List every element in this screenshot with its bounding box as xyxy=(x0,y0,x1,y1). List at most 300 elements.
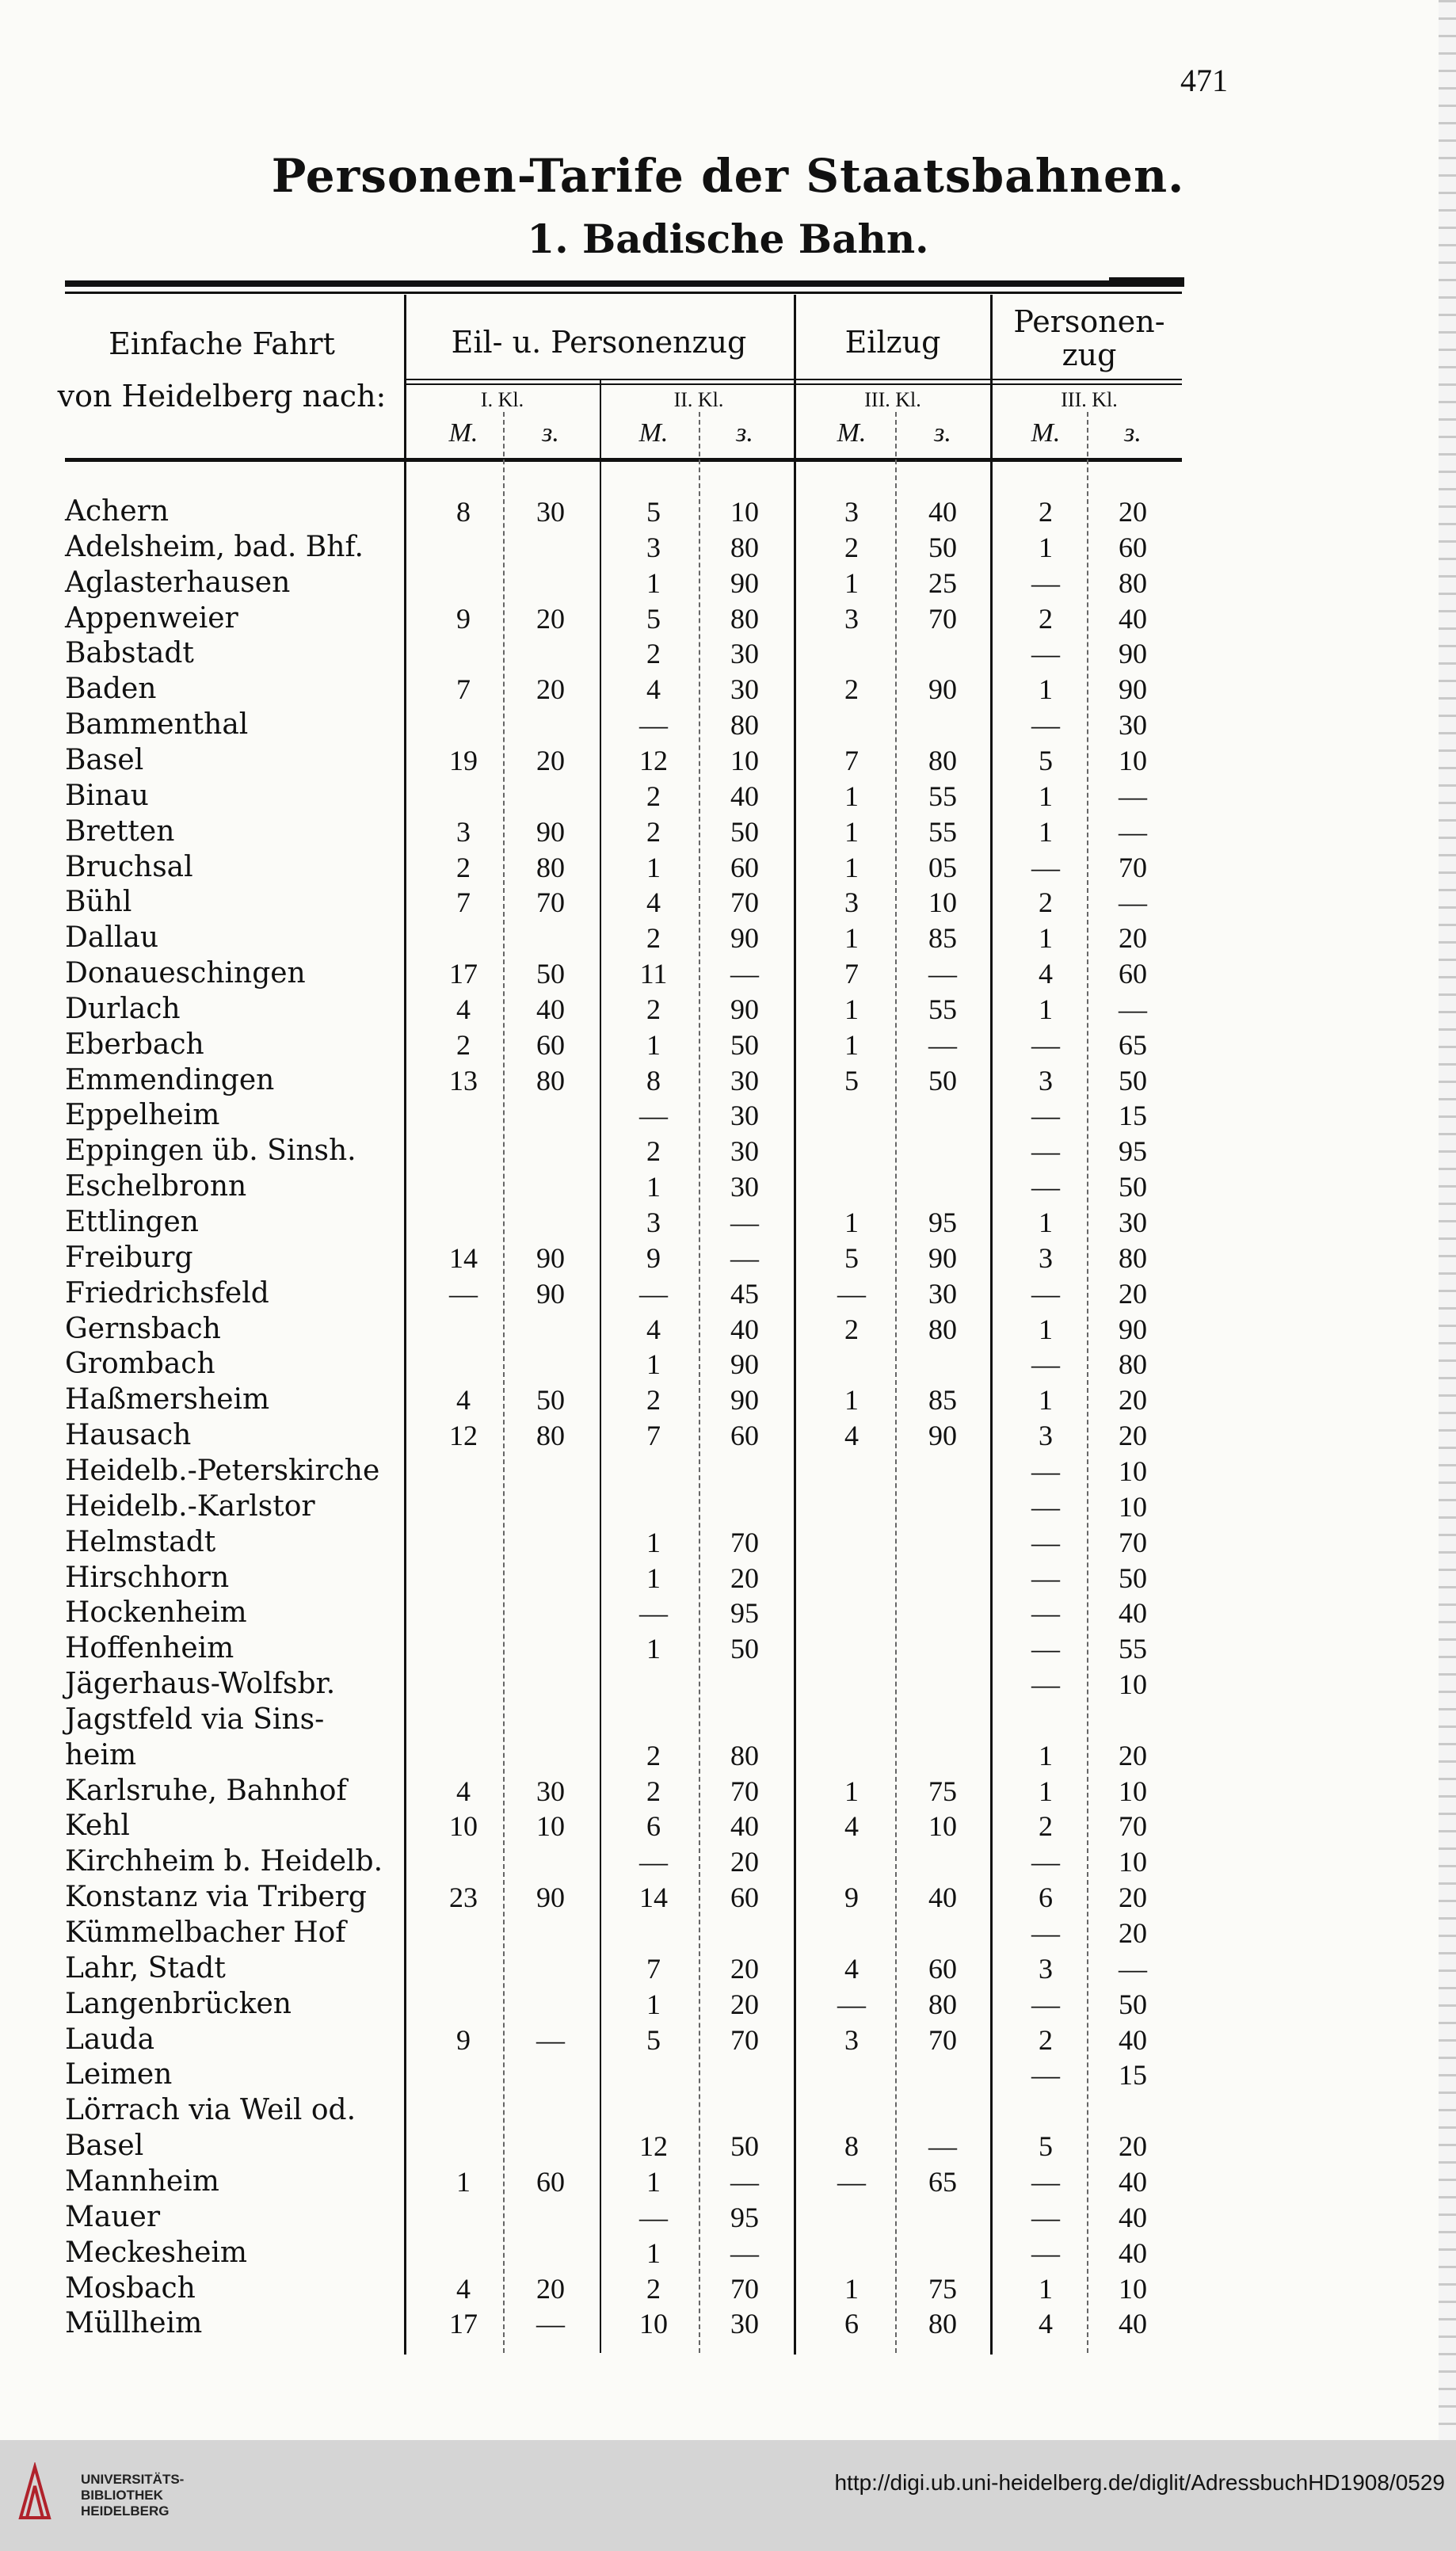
fare-cell: 1 xyxy=(646,1348,661,1381)
fare-cell: 30 xyxy=(536,496,565,528)
destination-name: Jagstfeld via Sins- xyxy=(65,1703,325,1736)
fare-cell: 3 xyxy=(844,496,859,528)
fare-cell: 23 xyxy=(449,1882,478,1914)
fare-cell: 2 xyxy=(1039,602,1053,635)
fare-cell: 3 xyxy=(844,2023,859,2056)
destination-name: Binau xyxy=(65,779,149,812)
fare-cell: 90 xyxy=(730,1384,759,1417)
fare-cell: 10 xyxy=(639,2308,668,2340)
destination-name: Haßmersheim xyxy=(65,1383,270,1417)
destination-name: Donaueschingen xyxy=(65,957,306,990)
table-row xyxy=(0,2307,1456,2343)
fare-cell: 60 xyxy=(1119,531,1147,563)
header-group-personenzug-line2: zug xyxy=(1062,337,1117,372)
destination-name: Hoffenheim xyxy=(65,1632,234,1665)
fare-cell: 90 xyxy=(730,1348,759,1381)
destination-name: Bruchsal xyxy=(65,850,193,883)
fare-cell: — xyxy=(837,1277,866,1310)
fare-cell: 55 xyxy=(928,993,957,1025)
destination-name: Basel xyxy=(65,2130,144,2163)
table-row xyxy=(0,1348,1456,1383)
fare-cell: 12 xyxy=(449,1420,478,1452)
table-row xyxy=(0,993,1456,1028)
fare-cell: 85 xyxy=(928,922,957,955)
fare-cell: — xyxy=(639,1846,668,1878)
fare-cell: 30 xyxy=(730,638,759,670)
fare-cell: — xyxy=(639,1277,668,1310)
fare-cell: 40 xyxy=(536,993,565,1025)
fare-cell: 50 xyxy=(1119,1561,1147,1594)
fare-cell: 75 xyxy=(928,2272,957,2305)
unit-pf-2: ɜ. xyxy=(736,418,753,448)
table-row xyxy=(0,1988,1456,2023)
fare-cell: 05 xyxy=(928,851,957,883)
fare-cell: — xyxy=(1031,2165,1060,2198)
table-row xyxy=(0,1703,1456,1739)
fare-cell: 1 xyxy=(1039,673,1053,706)
fare-cell: 40 xyxy=(928,1882,957,1914)
destination-name: Appenweier xyxy=(65,601,238,635)
destination-name: Achern xyxy=(65,495,170,528)
fare-cell: 50 xyxy=(536,958,565,990)
fare-cell: — xyxy=(1031,1135,1060,1168)
fare-cell: — xyxy=(1031,709,1060,742)
destination-name: Lörrach via Weil od. xyxy=(65,2094,356,2127)
fare-cell: — xyxy=(1119,815,1147,848)
fare-cell: 30 xyxy=(730,673,759,706)
destination-name: Helmstadt xyxy=(65,1525,216,1558)
fare-cell: 10 xyxy=(1119,1846,1147,1878)
destination-name: Dallau xyxy=(65,921,159,955)
unit-pf-4: ɜ. xyxy=(1124,418,1142,448)
destination-name: Jägerhaus-Wolfsbr. xyxy=(65,1668,336,1701)
fare-cell: 50 xyxy=(730,2130,759,2163)
fare-cell: 40 xyxy=(1119,2023,1147,2056)
fare-cell: 60 xyxy=(928,1952,957,1985)
fare-cell: 90 xyxy=(928,673,957,706)
table-row xyxy=(0,708,1456,744)
table-row xyxy=(0,1739,1456,1775)
fare-cell: 1 xyxy=(844,851,859,883)
class-3-personenzug-label: III. Kl. xyxy=(1061,388,1118,411)
fare-cell: 1 xyxy=(646,566,661,599)
fare-cell: 4 xyxy=(1039,958,1053,990)
library-logo-icon xyxy=(17,2462,52,2526)
fare-cell: 8 xyxy=(456,496,471,528)
class-3-eilzug-label: III. Kl. xyxy=(864,388,921,411)
table-row xyxy=(0,1134,1456,1170)
fare-cell: 20 xyxy=(536,2272,565,2305)
fare-cell: — xyxy=(1119,1952,1147,1985)
table-row xyxy=(0,602,1456,638)
fare-cell: 70 xyxy=(928,2023,957,2056)
fare-cell: 10 xyxy=(928,1810,957,1843)
class-1-label: I. Kl. xyxy=(480,388,524,411)
top-thick-rule xyxy=(65,280,1182,287)
fare-cell: 30 xyxy=(1119,1207,1147,1238)
fare-cell: 40 xyxy=(730,1810,759,1843)
table-row xyxy=(0,744,1456,780)
fare-cell: — xyxy=(449,1277,478,1310)
library-name-line2: BIBLIOTHEK xyxy=(81,2488,163,2503)
destination-name: Ettlingen xyxy=(65,1206,199,1238)
fare-cell: 20 xyxy=(1119,922,1147,955)
fare-cell: 70 xyxy=(1119,1526,1147,1558)
fare-cell: 1 xyxy=(646,1028,661,1061)
fare-cell: — xyxy=(1031,2236,1060,2269)
unit-mark-1: M. xyxy=(448,418,478,448)
fare-cell: 90 xyxy=(1119,673,1147,706)
fare-cell: 7 xyxy=(646,1420,661,1452)
fare-cell: 80 xyxy=(1119,1348,1147,1381)
destination-name: Durlach xyxy=(65,992,181,1025)
fare-cell: 50 xyxy=(928,531,957,563)
fare-cell: 60 xyxy=(536,2165,565,2198)
fare-cell: — xyxy=(1031,1348,1060,1381)
table-row xyxy=(0,531,1456,566)
fare-cell: — xyxy=(730,958,759,990)
fare-cell: 50 xyxy=(730,1028,759,1061)
fare-cell: — xyxy=(1031,1846,1060,1878)
fare-cell: 2 xyxy=(646,1775,661,1807)
fare-cell: 10 xyxy=(1119,2272,1147,2305)
fare-cell: 2 xyxy=(456,851,471,883)
fare-cell: 2 xyxy=(1039,1810,1053,1843)
fare-cell: — xyxy=(928,2130,957,2163)
fare-cell: 2 xyxy=(646,815,661,848)
fare-cell: 80 xyxy=(536,851,565,883)
fare-cell: 17 xyxy=(449,958,478,990)
fare-cell: 7 xyxy=(844,744,859,776)
destination-name: Friedrichsfeld xyxy=(65,1276,269,1310)
fare-cell: 5 xyxy=(844,1064,859,1096)
fare-cell: 10 xyxy=(536,1810,565,1843)
unit-mark-3: M. xyxy=(837,418,867,448)
fare-cell: 10 xyxy=(1119,1490,1147,1523)
fare-cell: 85 xyxy=(928,1384,957,1417)
fare-cell: 1 xyxy=(646,2236,661,2269)
fare-cell: 12 xyxy=(639,2130,668,2163)
fare-cell: 3 xyxy=(844,602,859,635)
fare-cell: 1 xyxy=(646,1171,661,1203)
fare-cell: 70 xyxy=(1119,1810,1147,1843)
fare-cell: 5 xyxy=(646,496,661,528)
fare-cell: 2 xyxy=(1039,2023,1053,2056)
fare-cell: 95 xyxy=(730,1597,759,1630)
page-number: 471 xyxy=(1180,63,1228,98)
header-group-eilzug: Eilzug xyxy=(844,325,941,360)
fare-cell: 40 xyxy=(730,1313,759,1345)
fare-cell: 20 xyxy=(1119,1739,1147,1771)
table-row xyxy=(0,1277,1456,1313)
destination-name: Heidelb.-Peterskirche xyxy=(65,1454,380,1487)
fare-cell: 80 xyxy=(1119,566,1147,599)
fare-cell: 20 xyxy=(536,744,565,776)
header-label-line2: von Heidelberg nach: xyxy=(57,379,387,414)
table-row xyxy=(0,1916,1456,1952)
fare-cell: 12 xyxy=(639,744,668,776)
fare-cell: 4 xyxy=(844,1420,859,1452)
table-row xyxy=(0,495,1456,531)
fare-cell: 3 xyxy=(1039,1064,1053,1096)
fare-cell: 50 xyxy=(1119,1171,1147,1203)
fare-cell: 90 xyxy=(730,993,759,1025)
fare-cell: 1 xyxy=(844,566,859,599)
library-name-line3: HEIDELBERG xyxy=(81,2503,170,2519)
table-row xyxy=(0,1455,1456,1490)
fare-cell: 70 xyxy=(928,602,957,635)
fare-cell: 20 xyxy=(1119,2130,1147,2163)
fare-cell: 2 xyxy=(844,531,859,563)
fare-cell: 40 xyxy=(1119,2165,1147,2198)
table-row xyxy=(0,1596,1456,1632)
fare-cell: 80 xyxy=(928,1313,957,1345)
fare-cell: 4 xyxy=(646,887,661,919)
table-row xyxy=(0,1668,1456,1703)
fare-cell: 7 xyxy=(844,958,859,990)
destination-name: Meckesheim xyxy=(65,2236,248,2269)
fare-cell: 3 xyxy=(456,815,471,848)
fare-cell: 2 xyxy=(844,673,859,706)
fare-cell: 50 xyxy=(1119,1064,1147,1096)
fare-cell: 1 xyxy=(844,2272,859,2305)
destination-name: Konstanz via Triberg xyxy=(65,1881,367,1914)
table-row xyxy=(0,2058,1456,2094)
fare-cell: 17 xyxy=(449,2308,478,2340)
fare-cell: 55 xyxy=(928,815,957,848)
fare-cell: 40 xyxy=(1119,2201,1147,2233)
fare-cell: 13 xyxy=(449,1064,478,1096)
fare-cell: 30 xyxy=(730,2308,759,2340)
fare-cell: 1 xyxy=(1039,1384,1053,1417)
unit-pf-1: ɜ. xyxy=(542,418,559,448)
fare-cell: 1 xyxy=(1039,815,1053,848)
table-row xyxy=(0,1099,1456,1134)
fare-cell: 4 xyxy=(456,1775,471,1807)
fare-cell: 50 xyxy=(730,815,759,848)
fare-cell: 30 xyxy=(536,1775,565,1807)
fare-cell: 3 xyxy=(844,887,859,919)
fare-cell: — xyxy=(536,2023,565,2056)
fare-cell: 5 xyxy=(844,1241,859,1274)
fare-cell: 40 xyxy=(1119,1597,1147,1630)
page-title: Personen-Tarife der Staatsbahnen. xyxy=(271,149,1185,203)
fare-cell: 55 xyxy=(928,780,957,812)
fare-cell: 7 xyxy=(456,673,471,706)
fare-cell: 40 xyxy=(1119,2236,1147,2269)
fare-cell: 90 xyxy=(730,566,759,599)
fare-cell: 80 xyxy=(730,709,759,742)
fare-cell: 4 xyxy=(844,1810,859,1843)
fare-cell: 20 xyxy=(1119,1384,1147,1417)
destination-name: Grombach xyxy=(65,1348,215,1381)
fare-cell: 14 xyxy=(639,1882,668,1914)
fare-cell: 1 xyxy=(646,851,661,883)
table-row xyxy=(0,673,1456,708)
fare-cell: 80 xyxy=(536,1420,565,1452)
fare-cell: 60 xyxy=(730,851,759,883)
fare-cell: — xyxy=(1031,1633,1060,1665)
fare-cell: 3 xyxy=(1039,1241,1053,1274)
destination-name: Bretten xyxy=(65,814,175,848)
table-row xyxy=(0,1241,1456,1277)
fare-cell: 1 xyxy=(1039,1739,1053,1771)
fare-cell: — xyxy=(1031,1490,1060,1523)
fare-cell: 2 xyxy=(456,1028,471,1061)
table-row xyxy=(0,2130,1456,2165)
fare-cell: — xyxy=(1031,2059,1060,2092)
class-2-label: II. Kl. xyxy=(673,388,724,411)
fare-cell: 10 xyxy=(1119,1455,1147,1487)
fare-cell: 90 xyxy=(730,922,759,955)
fare-cell: — xyxy=(1031,1028,1060,1061)
header-group-personenzug-line1: Personen- xyxy=(1013,304,1165,339)
fare-cell: 2 xyxy=(844,1313,859,1345)
destination-name: Adelsheim, bad. Bhf. xyxy=(65,530,364,563)
fare-cell: 1 xyxy=(1039,993,1053,1025)
destination-name: Leimen xyxy=(65,2058,173,2092)
destination-name: Gernsbach xyxy=(65,1312,221,1345)
destination-name: Langenbrücken xyxy=(65,1987,292,2020)
table-row xyxy=(0,1845,1456,1881)
fare-cell: 70 xyxy=(730,2272,759,2305)
fare-cell: 2 xyxy=(646,2272,661,2305)
table-row xyxy=(0,1561,1456,1597)
fare-cell: 20 xyxy=(536,602,565,635)
fare-cell: 1 xyxy=(1039,1313,1053,1345)
fare-cell: 95 xyxy=(730,2201,759,2233)
table-row xyxy=(0,957,1456,993)
fare-cell: 6 xyxy=(844,2308,859,2340)
fare-cell: — xyxy=(1119,993,1147,1025)
fare-cell: — xyxy=(1031,1277,1060,1310)
fare-cell: 5 xyxy=(1039,2130,1053,2163)
fare-cell: — xyxy=(730,1241,759,1274)
fare-cell: 80 xyxy=(928,1988,957,2020)
fare-cell: 4 xyxy=(844,1952,859,1985)
fare-cell: — xyxy=(730,2165,759,2198)
fare-cell: 1 xyxy=(1039,1207,1053,1238)
destination-name: Bühl xyxy=(65,886,132,919)
fare-cell: 2 xyxy=(1039,887,1053,919)
fare-cell: 75 xyxy=(928,1775,957,1807)
destination-name: Hirschhorn xyxy=(65,1561,230,1594)
fare-cell: 70 xyxy=(536,887,565,919)
fare-cell: 80 xyxy=(928,744,957,776)
fare-cell: — xyxy=(1031,2201,1060,2233)
fare-cell: — xyxy=(1031,1100,1060,1132)
destination-name: Lauda xyxy=(65,2023,155,2056)
fare-cell: 30 xyxy=(730,1171,759,1203)
fare-cell: 25 xyxy=(928,566,957,599)
section-title: 1. Badische Bahn. xyxy=(527,215,929,262)
fare-cell: — xyxy=(1031,1526,1060,1558)
fare-cell: 3 xyxy=(1039,1420,1053,1452)
fare-cell: 40 xyxy=(1119,602,1147,635)
fare-cell: 50 xyxy=(536,1384,565,1417)
fare-cell: 4 xyxy=(456,1384,471,1417)
fare-cell: — xyxy=(1119,780,1147,812)
top-thick-rule-right xyxy=(1109,277,1184,287)
fare-cell: 1 xyxy=(646,2165,661,2198)
destination-name: Lahr, Stadt xyxy=(65,1951,226,1985)
fare-cell: 1 xyxy=(1039,1775,1053,1807)
fare-cell: 10 xyxy=(730,744,759,776)
fare-cell: 90 xyxy=(536,1882,565,1914)
fare-cell: 80 xyxy=(730,602,759,635)
destination-name: Kümmelbacher Hof xyxy=(65,1916,346,1949)
fare-cell: 90 xyxy=(536,815,565,848)
fare-cell: 70 xyxy=(730,1775,759,1807)
fare-cell: 1 xyxy=(646,1526,661,1558)
fare-cell: 2 xyxy=(646,1135,661,1168)
table-row xyxy=(0,1170,1456,1206)
fare-cell: 5 xyxy=(1039,744,1053,776)
fare-cell: 1 xyxy=(456,2165,471,2198)
fare-cell: — xyxy=(730,1207,759,1238)
fare-cell: 90 xyxy=(1119,638,1147,670)
fare-cell: 20 xyxy=(1119,1420,1147,1452)
fare-cell: 10 xyxy=(449,1810,478,1843)
table-row xyxy=(0,886,1456,921)
destination-name: Eschelbronn xyxy=(65,1170,247,1203)
fare-cell: 2 xyxy=(646,922,661,955)
table-row xyxy=(0,1632,1456,1668)
destination-name: Basel xyxy=(65,743,144,776)
header-group-eil-personenzug: Eil- u. Personenzug xyxy=(451,325,747,360)
fare-cell: 60 xyxy=(1119,958,1147,990)
fare-cell: — xyxy=(1031,638,1060,670)
fare-cell: — xyxy=(1119,887,1147,919)
fare-cell: 2 xyxy=(1039,496,1053,528)
fare-cell: 70 xyxy=(730,887,759,919)
fare-cell: 3 xyxy=(646,1207,661,1238)
fare-cell: 45 xyxy=(730,1277,759,1310)
fare-cell: 90 xyxy=(928,1420,957,1452)
table-row xyxy=(0,1064,1456,1100)
fare-cell: 70 xyxy=(730,1526,759,1558)
destination-name: Eppelheim xyxy=(65,1099,220,1132)
fare-cell: 90 xyxy=(536,1277,565,1310)
fare-cell: 20 xyxy=(1119,1917,1147,1949)
fare-cell: — xyxy=(1031,1171,1060,1203)
fare-cell: 10 xyxy=(730,496,759,528)
fare-cell: 15 xyxy=(1119,1100,1147,1132)
table-row xyxy=(0,1775,1456,1810)
fare-cell: 6 xyxy=(1039,1882,1053,1914)
fare-cell: 14 xyxy=(449,1241,478,1274)
fare-cell: 1 xyxy=(844,1384,859,1417)
fare-cell: 40 xyxy=(1119,2308,1147,2340)
fare-cell: 1 xyxy=(844,1207,859,1238)
destination-name: Eberbach xyxy=(65,1028,204,1061)
table-row xyxy=(0,1383,1456,1419)
fare-cell: 8 xyxy=(844,2130,859,2163)
fare-cell: 30 xyxy=(730,1064,759,1096)
fare-cell: 4 xyxy=(646,673,661,706)
destination-name: Aglasterhausen xyxy=(65,566,291,599)
fare-cell: 5 xyxy=(646,2023,661,2056)
table-row xyxy=(0,1028,1456,1064)
page-edge xyxy=(1439,0,1456,2440)
fare-cell: — xyxy=(730,2236,759,2269)
fare-cell: 6 xyxy=(646,1810,661,1843)
fare-cell: 1 xyxy=(844,780,859,812)
fare-cell: 9 xyxy=(456,2023,471,2056)
fare-cell: 50 xyxy=(730,1633,759,1665)
table-row xyxy=(0,2094,1456,2130)
source-url-link[interactable]: http://digi.ub.uni-heidelberg.de/diglit/AdressbuchHD1908/0529 xyxy=(834,2470,1445,2495)
